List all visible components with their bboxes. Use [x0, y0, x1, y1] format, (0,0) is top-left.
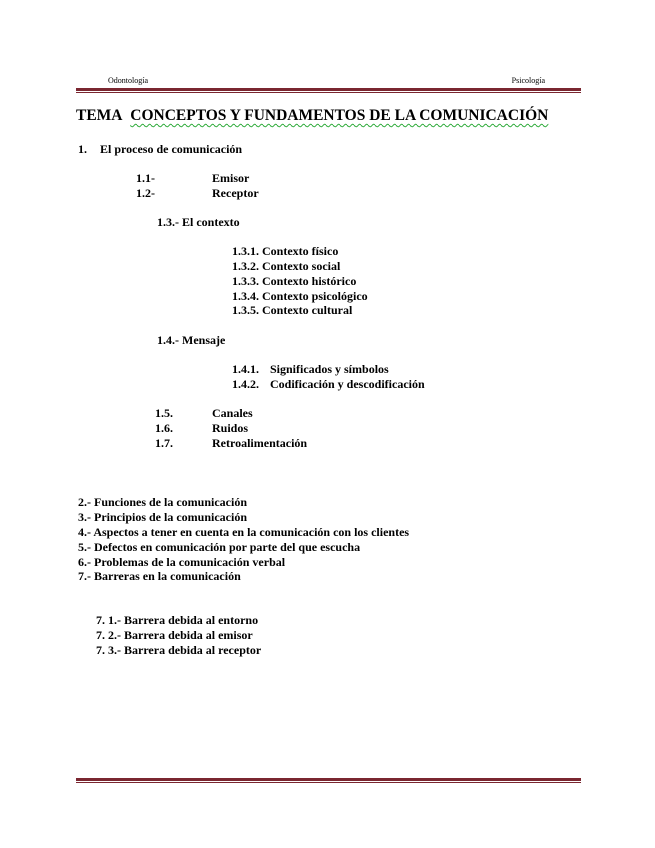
- title-text: CONCEPTOS Y FUNDAMENTOS DE LA COMUNICACIÓN: [130, 107, 549, 124]
- section-1-num: 1.: [78, 142, 87, 156]
- topic-item: 3.- Principios de la comunicación: [78, 510, 247, 524]
- item-num: 1.1-: [136, 171, 155, 185]
- barrera-item: 7. 1.- Barrera debida al entorno: [96, 613, 259, 627]
- topic-item: 6.- Problemas de la comunicación verbal: [78, 555, 286, 569]
- list-item: [232, 377, 425, 391]
- mensaje-heading: 1.4.- Mensaje: [157, 333, 226, 347]
- list-item: [155, 436, 307, 450]
- item-num: 1.4.2.: [232, 377, 259, 391]
- topic-item: 2.- Funciones de la comunicación: [78, 495, 248, 509]
- item-num: 1.5.: [155, 406, 173, 420]
- header-left: Odontología: [108, 76, 148, 85]
- list-item: [232, 362, 389, 376]
- topic-item: 7.- Barreras en la comunicación: [78, 569, 241, 583]
- list-item: 1.3.2. Contexto social: [232, 259, 341, 273]
- item-label: Canales: [212, 406, 253, 420]
- list-item: [155, 406, 253, 420]
- barrera-item: 7. 2.- Barrera debida al emisor: [96, 628, 253, 642]
- topic-item: 5.- Defectos en comunicación por parte del que escucha: [78, 540, 361, 554]
- topic-item: 4.- Aspectos a tener en cuenta en la comunicación con los clientes: [78, 525, 410, 539]
- section-1-label: El proceso de comunicación: [100, 142, 243, 156]
- list-item: [155, 421, 248, 435]
- item-label: Retroalimentación: [212, 436, 308, 450]
- item-label: Codificación y descodificación: [270, 377, 425, 391]
- list-item: 1.3.3. Contexto histórico: [232, 274, 357, 288]
- list-item: [136, 186, 259, 200]
- item-num: 1.2-: [136, 186, 155, 200]
- footer-rule: [76, 778, 581, 783]
- list-item: 1.3.1. Contexto físico: [232, 244, 339, 258]
- item-label: Ruidos: [212, 421, 249, 435]
- title-prefix: TEMA: [76, 107, 123, 124]
- item-label: Significados y símbolos: [270, 362, 389, 376]
- header-rule: [76, 88, 581, 93]
- list-item: [136, 171, 249, 185]
- item-num: 1.7.: [155, 436, 173, 450]
- list-item: 1.3.5. Contexto cultural: [232, 303, 353, 317]
- item-label: Emisor: [212, 171, 250, 185]
- section-1-heading: [78, 142, 242, 156]
- item-num: 1.6.: [155, 421, 173, 435]
- item-label: Receptor: [212, 186, 259, 200]
- list-item: 1.3.4. Contexto psicológico: [232, 289, 368, 303]
- barrera-item: 7. 3.- Barrera debida al receptor: [96, 643, 262, 657]
- header-right: Psicología: [511, 76, 545, 85]
- contexto-heading: 1.3.- El contexto: [157, 215, 240, 229]
- item-num: 1.4.1.: [232, 362, 259, 376]
- page-title: [76, 107, 548, 125]
